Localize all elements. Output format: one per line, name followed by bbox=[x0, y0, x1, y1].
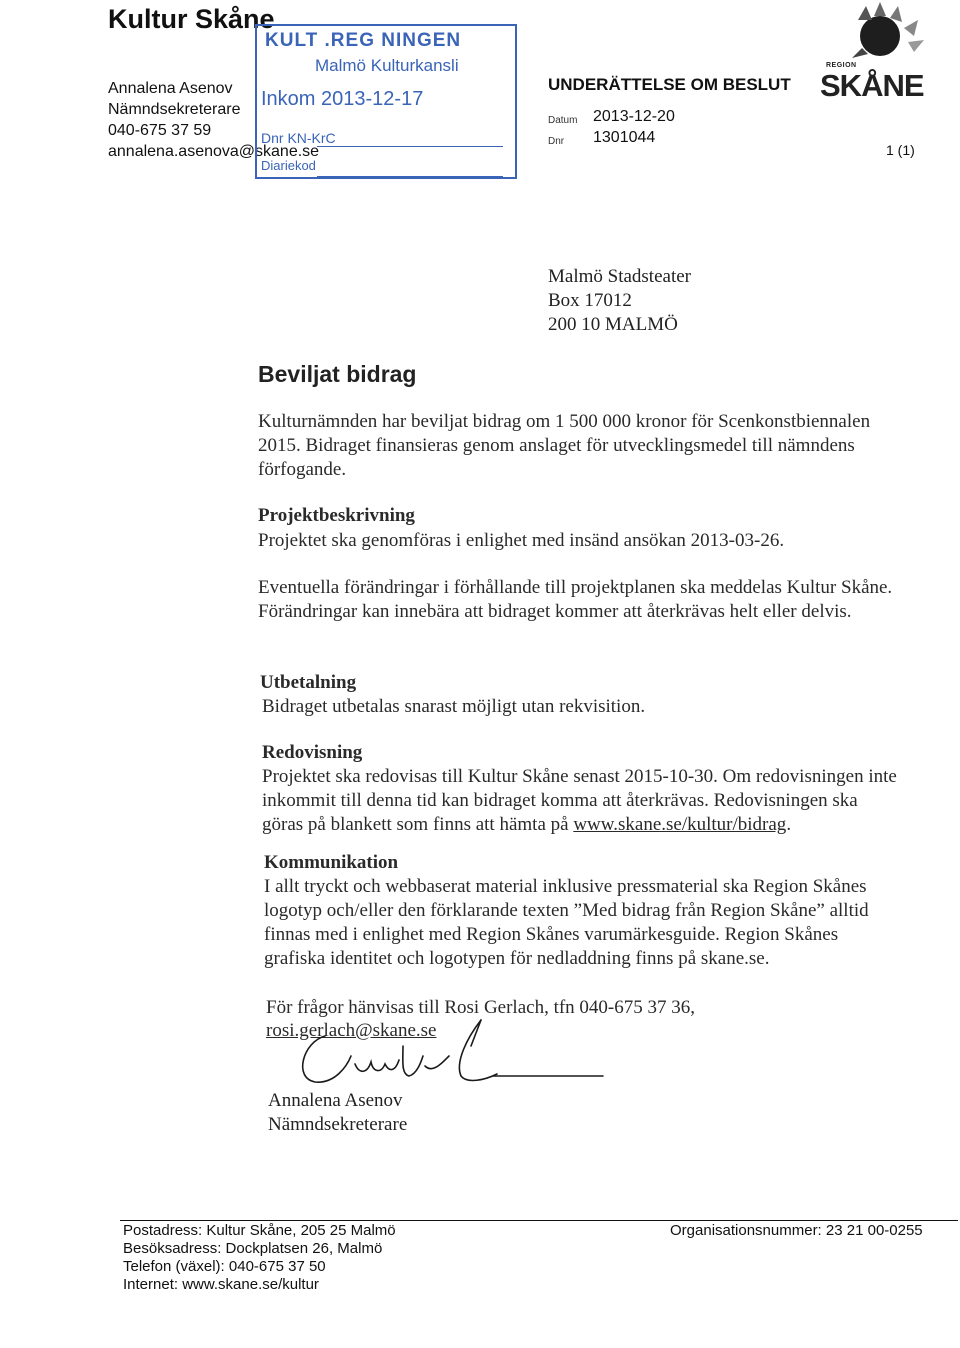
stamp-rule bbox=[317, 176, 503, 177]
footer-phone: Telefon (växel): 040-675 37 50 bbox=[123, 1258, 326, 1275]
contact-paragraph: För frågor hänvisas till Rosi Gerlach, tfn 040-675 37 36, bbox=[266, 997, 696, 1018]
decision-heading: Beviljat bidrag bbox=[258, 361, 417, 387]
bidrag-link[interactable]: www.skane.se/kultur/bidrag bbox=[573, 814, 787, 835]
sender-name: Annalena Asenov bbox=[108, 80, 233, 97]
received-stamp bbox=[255, 24, 517, 179]
date-label: Datum bbox=[548, 115, 578, 126]
footer-visit: Besöksadress: Dockplatsen 26, Malmö bbox=[123, 1240, 383, 1257]
recipient-line-2: Box 17012 bbox=[548, 290, 632, 311]
utbetalning-heading: Utbetalning bbox=[260, 672, 357, 693]
signer-name: Annalena Asenov bbox=[268, 1090, 403, 1111]
redovisning-text: Projektet ska redovisas till Kultur Skåne senast 2015-10-30. Om redovisningen inte inkommit till denna tid kan bidraget komma att återkrävas. Redovisningen ska göras på blankett som finns att hämta på bbox=[262, 766, 897, 835]
footer-org-number: Organisationsnummer: 23 21 00-0255 bbox=[670, 1222, 923, 1239]
kommunikation-heading: Kommunikation bbox=[264, 852, 399, 873]
utbetalning-paragraph: Bidraget utbetalas snarast möjligt utan rekvisition. bbox=[262, 696, 646, 717]
sender-phone: 040-675 37 59 bbox=[108, 122, 212, 139]
handwritten-signature bbox=[285, 1016, 605, 1096]
intro-paragraph: Kulturnämnden har beviljat bidrag om 1 500 000 kronor för Scenkonstbiennalen 2015. Bidraget finansieras genom anslaget för utvecklingsmedel till nämndens förfogande. bbox=[258, 411, 871, 480]
stamp-line-2: Malmö Kulturkansli bbox=[315, 56, 459, 75]
footer-divider bbox=[120, 1220, 958, 1221]
stamp-line-4: Dnr KN-KrC bbox=[261, 130, 336, 146]
recipient-line-3: 200 10 MALMÖ bbox=[548, 314, 678, 335]
footer-address bbox=[123, 1222, 396, 1294]
signer-title: Nämndsekreterare bbox=[268, 1114, 408, 1135]
logo-name-text: SKÅNE bbox=[820, 68, 924, 103]
stamp-line-5: Diariekod bbox=[261, 158, 316, 173]
recipient-address bbox=[548, 265, 691, 337]
logo-region-text: REGION bbox=[826, 62, 857, 69]
redovisning-paragraph bbox=[262, 765, 902, 837]
footer-post: Postadress: Kultur Skåne, 205 25 Malmö bbox=[123, 1222, 396, 1239]
sender-title: Nämndsekreterare bbox=[108, 101, 241, 118]
projekt-paragraph: Projektet ska genomföras i enlighet med insänd ansökan 2013-03-26. bbox=[258, 530, 785, 551]
stamp-line-3: Inkom 2013-12-17 bbox=[261, 88, 424, 110]
stamp-line-1: KULT .REG NINGEN bbox=[265, 30, 462, 51]
redovisning-end: . bbox=[786, 814, 792, 835]
ref-label: Dnr bbox=[548, 136, 565, 147]
recipient-line-1: Malmö Stadsteater bbox=[548, 266, 691, 287]
kommunikation-paragraph: I allt tryckt och webbaserat material inklusive pressmaterial ska Region Skånes logotyp och/eller den förklarande texten ”Med bidrag från Region Skåne” alltid finnas med i enlighet med Region Skånes varumärkesguide. Region Skånes grafiska identitet och logotypen för nedladdning finns på skane.se. bbox=[264, 876, 869, 969]
date-value: 2013-12-20 bbox=[593, 108, 675, 125]
changes-paragraph: Eventuella förändringar i förhållande till projektplanen ska meddelas Kultur Skåne. Förändringar kan innebära att bidraget kommer att återkrävas helt eller delvis. bbox=[258, 577, 893, 622]
redovisning-heading: Redovisning bbox=[262, 742, 363, 763]
stamp-rule bbox=[317, 146, 503, 147]
notice-title: UNDERÄTTELSE OM BESLUT bbox=[548, 75, 791, 94]
footer-web: Internet: www.skane.se/kultur bbox=[123, 1276, 319, 1293]
page-number: 1 (1) bbox=[886, 142, 915, 158]
contact-email-link[interactable]: rosi.gerlach@skane.se bbox=[266, 1020, 437, 1041]
projekt-heading: Projektbeskrivning bbox=[258, 505, 415, 526]
sender-email: annalena.asenova@skane.se bbox=[108, 143, 320, 160]
ref-value: 1301044 bbox=[593, 129, 656, 146]
org-title: Kultur Skåne bbox=[108, 4, 275, 34]
